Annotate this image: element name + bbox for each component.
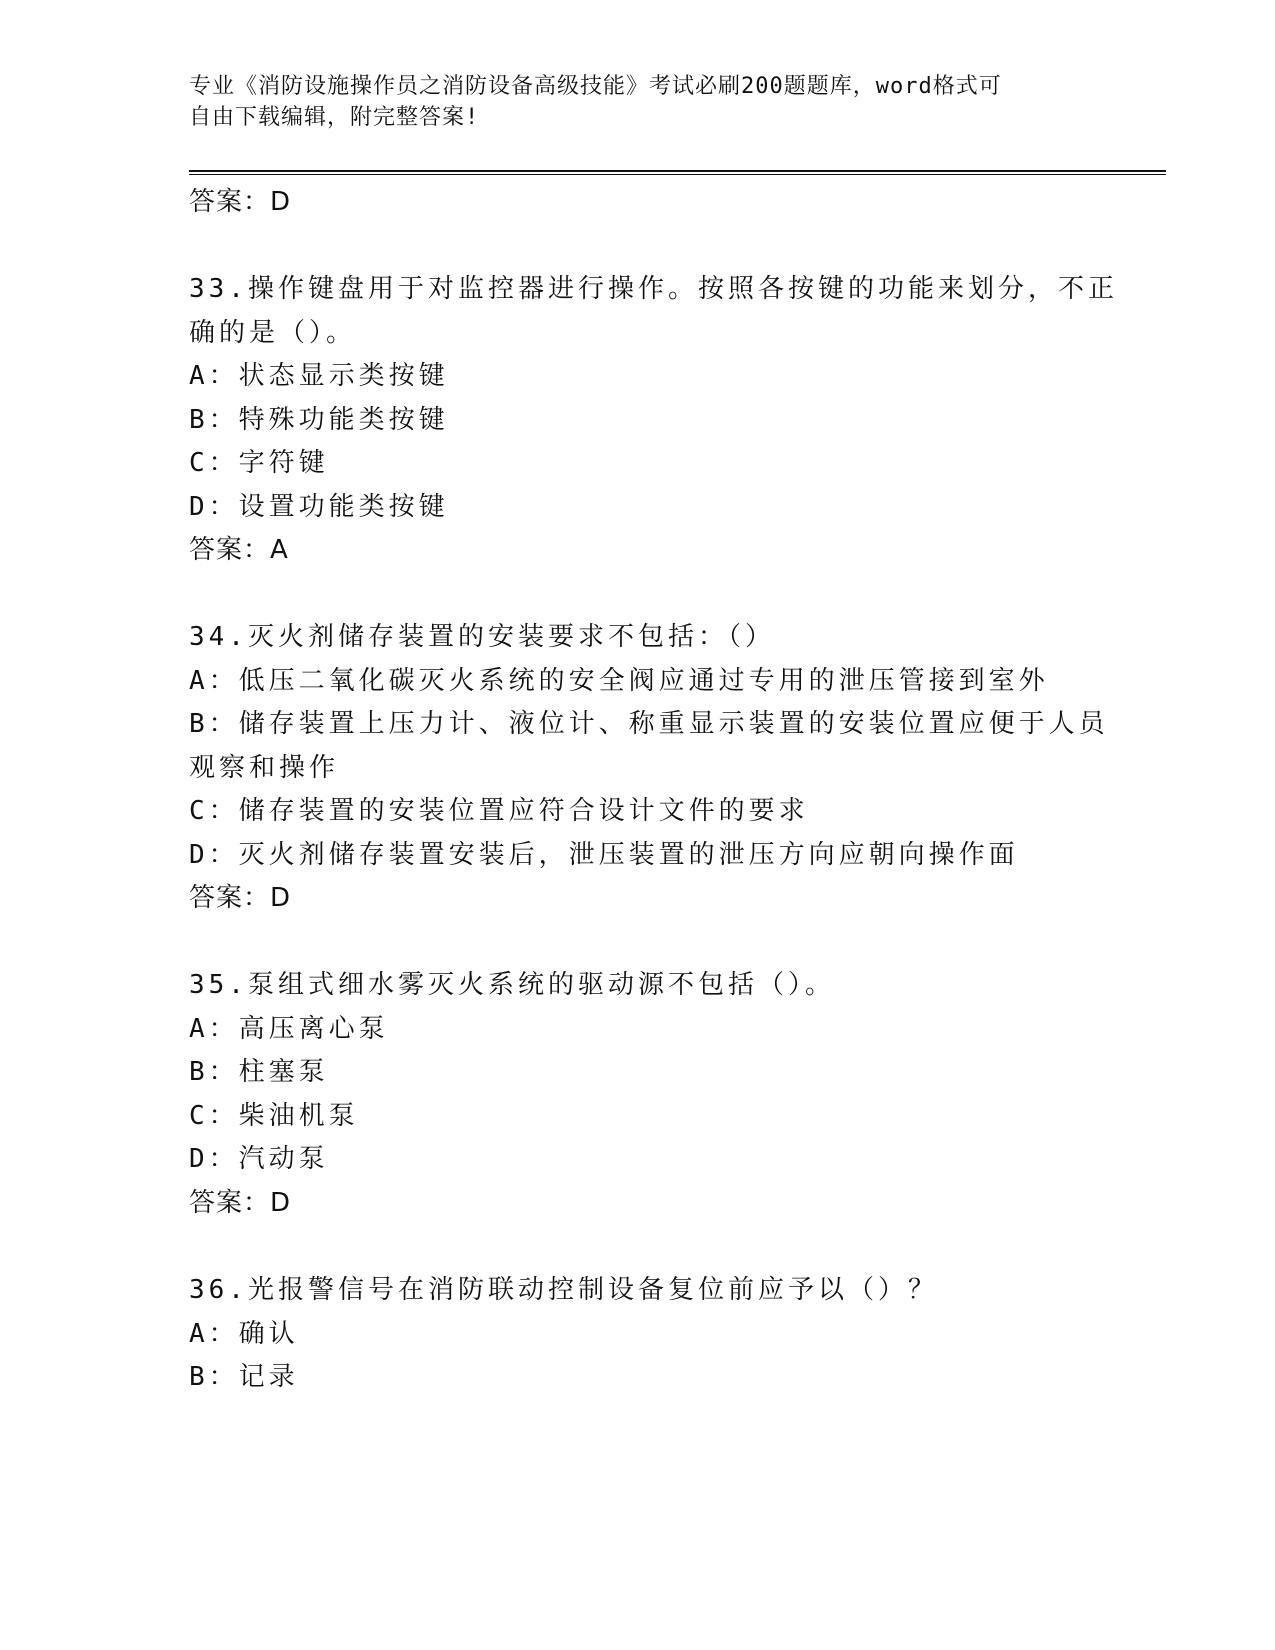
question-36-option-a: A：确认 [189, 1319, 299, 1349]
question-33-stem: 33.操作键盘用于对监控器进行操作。按照各按键的功能来划分，不正 [189, 274, 1118, 304]
header-title-line-1: 专业《消防设施操作员之消防设备高级技能》考试必刷200题题库，word格式可 [189, 74, 1002, 99]
question-33-answer: 答案：A [189, 535, 289, 565]
question-35-option-d: D：汽动泵 [189, 1144, 329, 1174]
question-34-option-d: D：灭火剂储存装置安装后，泄压装置的泄压方向应朝向操作面 [189, 840, 1019, 870]
previous-answer: 答案：D [189, 187, 292, 217]
header-rule-bottom [189, 174, 1166, 175]
question-35-option-b: B：柱塞泵 [189, 1057, 329, 1087]
question-33-stem-cont: 确的是（）。 [189, 318, 357, 348]
header-rule-top [189, 170, 1166, 172]
question-35-option-a: A：高压离心泵 [189, 1014, 389, 1044]
header-title-line-2: 自由下载编辑，附完整答案! [189, 105, 480, 130]
question-34-option-a: A：低压二氧化碳灭火系统的安全阀应通过专用的泄压管接到室外 [189, 666, 1049, 696]
question-34-stem: 34.灭火剂储存装置的安装要求不包括：（） [189, 622, 775, 652]
question-34-option-c: C：储存装置的安装位置应符合设计文件的要求 [189, 796, 809, 826]
question-36-stem: 36.光报警信号在消防联动控制设备复位前应予以（）？ [189, 1275, 938, 1305]
question-36-option-b: B：记录 [189, 1362, 299, 1392]
question-33-option-b: B：特殊功能类按键 [189, 405, 449, 435]
question-35-stem: 35.泵组式细水雾灭火系统的驱动源不包括（）。 [189, 970, 835, 1000]
question-34-option-b: B：储存装置上压力计、液位计、称重显示装置的安装位置应便于人员 [189, 709, 1109, 739]
question-33-option-c: C：字符键 [189, 448, 329, 478]
question-35-answer: 答案：D [189, 1188, 292, 1218]
question-34-answer: 答案：D [189, 883, 292, 913]
question-34-option-b-cont: 观察和操作 [189, 753, 340, 783]
question-35-option-c: C：柴油机泵 [189, 1101, 359, 1131]
question-33-option-a: A：状态显示类按键 [189, 361, 449, 391]
question-33-option-d: D：设置功能类按键 [189, 492, 449, 522]
